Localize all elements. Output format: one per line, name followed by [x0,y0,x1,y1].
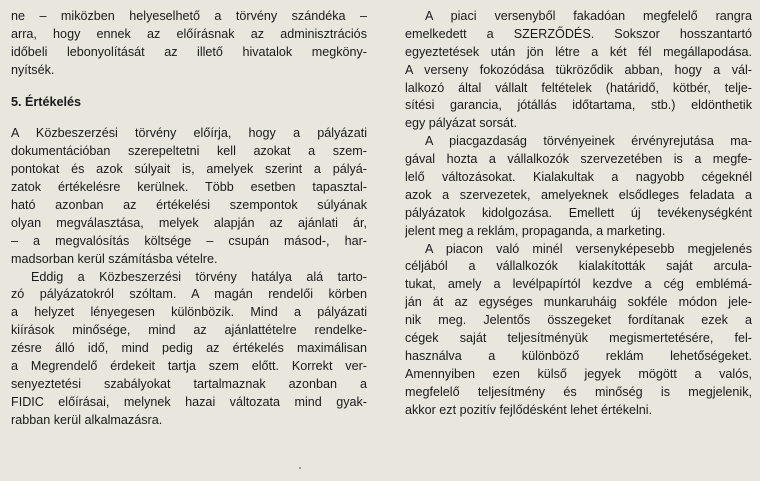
text-line: A piacgazdaság törvényeinek érvényrejutása ma- [425,134,752,149]
text-line: dokumentációban szerepeltetni kell azokat a szem- [11,144,367,159]
text-line: egy pályázat sorsát. [405,116,518,131]
text-line: akkor ezt pozitív fejlődésként lehet értékelni. [405,402,653,417]
text-line: nyítsék. [11,62,55,77]
text-line: Amennyiben ezen külső jegyek mögött a valós, [405,366,752,381]
text-line: cégek saját teljesítményük megismertetésére, fel- [405,331,752,346]
text-line: céljából a vállalkozók kialakították saját arcula- [405,259,752,274]
text-line: rabban kerül alkalmazásra. [11,412,163,427]
text-line: A verseny fokozódása tükröződik abban, hogy a vál- [405,62,752,77]
section-heading: 5. Értékelés [11,94,82,109]
spacer [11,111,367,125]
text-line: ne – miközben helyeselhető a törvény szándéka – [11,9,367,23]
text-line: jelent meg a reklám, propaganda, a marketing. [405,223,666,238]
text-line: gával hozta a vállalkozók szervezetében is a megfe- [405,152,752,167]
text-line: A piacon való minél versenyképesebb megjelenés [425,241,752,256]
text-line: FIDIC előírásai, melynek hazai változata mind gyak- [11,394,367,409]
text-line: kiírások minősége, mind az ajánlattételre rendelke- [11,323,367,338]
text-line: emelkedett a SZERZŐDÉS. Sokszor hosszantartó [405,26,752,41]
left-column [11,8,367,430]
text-line: ható azonban az értékelési szempontok súlyának [11,198,367,213]
text-line: A piaci versenyből fakadóan megfelelő rangra [425,9,752,23]
scan-speck [299,467,301,469]
text-line: madsorban kerül számításba vételre. [11,251,218,266]
spacer [11,80,367,94]
right-column [405,8,752,419]
text-line: egyeztetések után jön létre a két fél megállapodása. [405,44,752,59]
text-line: zatok értékelésre kerülnek. Több esetben tapasztal- [11,180,367,195]
text-line: arra, hogy ennek az előírásnak az adminisztrációs [11,26,367,41]
text-line: lalkozó által vállalt feltételek (határidő, kötbér, telje- [405,80,752,95]
text-line: használva a különböző reklám lehetőségeket. [405,348,752,363]
text-line: a helyzet lényegesen különbözik. Mind a pályázati [11,305,367,320]
text-line: – a megvalósítás költsége – csupán másod-, har- [11,233,367,248]
text-line: Eddig a Közbeszerzési törvény hatálya alá tarto- [31,269,367,284]
text-line: zésre álló idő, mind pedig az értékelés maximálisan [11,341,367,356]
text-line: megfelelő teljesítmény és minőség is megjelenik, [405,384,752,399]
text-line: időbeli lebonyolítását az illető hivatalok megköny- [11,44,367,59]
text-line: pontokat és azok súlyait is, amelyek szerint a pályá- [11,162,367,177]
text-line: ján át az egységes munkaruháig sokféle módon jele- [405,295,752,310]
text-line: olyan megválasztása, melyek alapján az ajánlati ár, [11,215,367,230]
text-line: zó pályázatokról szóltam. A magán rendelői körben [11,287,367,302]
text-line: A Közbeszerzési törvény előírja, hogy a pályázati [11,126,367,141]
text-line: sítési garancia, jótállás időtartama, stb.) eldönthetik [405,98,752,113]
text-line: azok a szervezetek, amelyeknek elsődleges feladata a [405,187,752,202]
text-line: pályázatok kidolgozása. Emellett új tevékenységként [405,205,752,220]
text-line: senyeztetési szabályokat tartalmaznak azonban a [11,376,367,391]
text-line: a Megrendelő érdekeit tartja szem előtt. Korrekt ver- [11,359,367,374]
text-line: nik meg. Jelentős összegeket fordítanak ezek a [405,313,752,328]
text-line: lelő változásokat. Kialakultak a nagyobb cégeknél [405,170,752,185]
text-line: tukat, amely a levélpapírtól kezdve a cég emblémá- [405,277,752,292]
